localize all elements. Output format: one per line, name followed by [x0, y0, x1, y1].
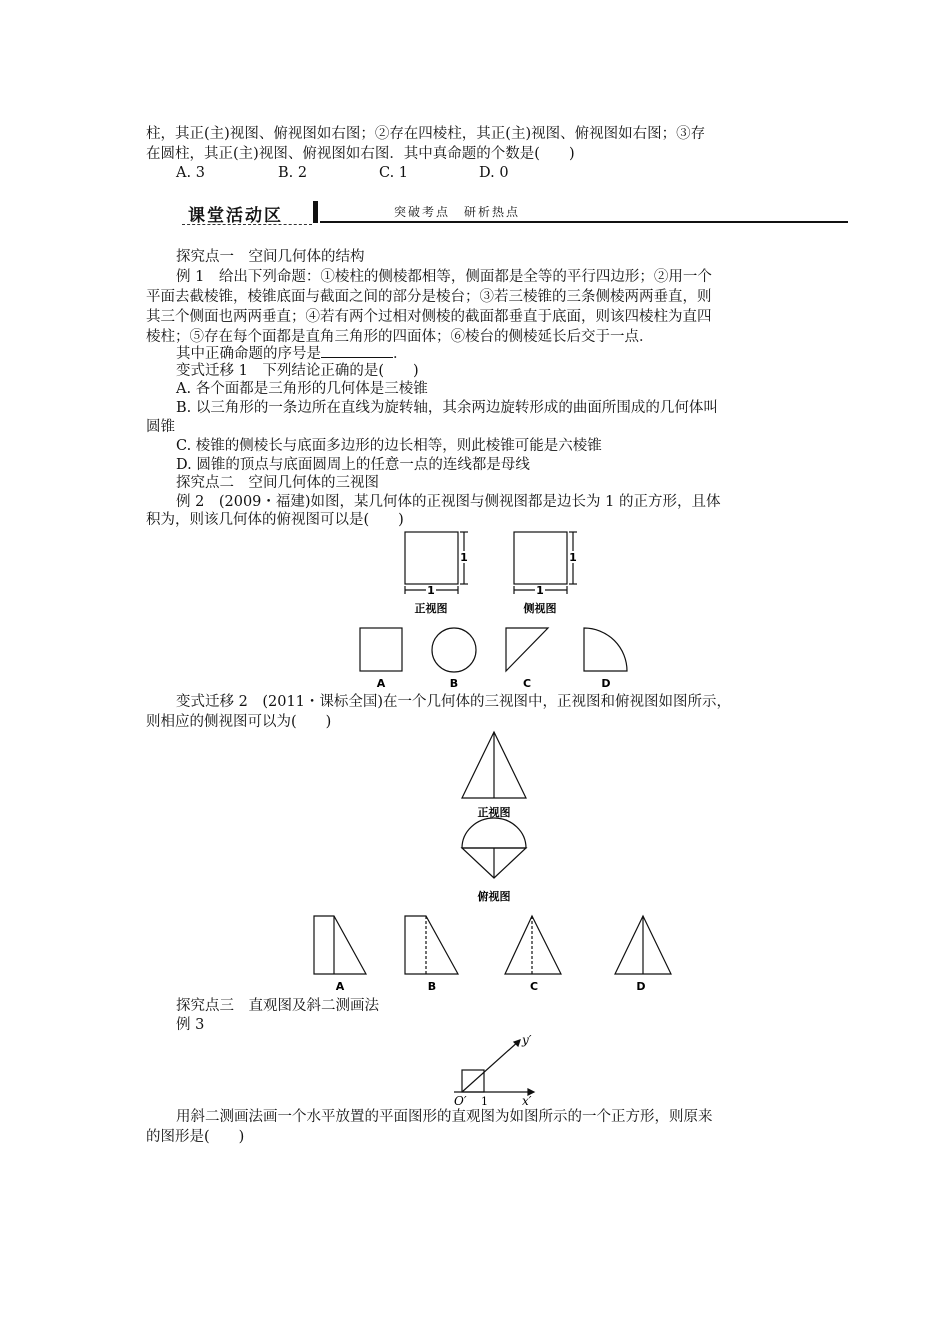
ex1-line-4: 棱柱；⑤存在每个面都是直角三角形的四面体；⑥棱台的侧棱延长后交于一点． — [146, 329, 654, 345]
front-dim-h-label: 1 — [427, 584, 435, 597]
ex1-line-1: 例 1 给出下列命题：①棱柱的侧棱都相等，侧面都是全等的平行四边形；②用一个 — [176, 269, 712, 285]
section-subtitle: 突破考点 研析热点 — [394, 205, 521, 219]
front-view-square — [405, 532, 458, 584]
var1-b-2: 圆锥 — [146, 419, 175, 435]
choice-d: D. 0 — [479, 165, 509, 181]
var2-line-2: 则相应的侧视图可以为( ) — [146, 714, 332, 730]
var2-line-1: 变式迁移 2 (2011・课标全国)在一个几何体的三视图中，正视图和俯视图如图所示， — [176, 694, 732, 710]
ex3-oblique-figure — [448, 1030, 548, 1106]
side-view-square — [514, 532, 567, 584]
intro-line-1: 柱，其正(主)视图、俯视图如右图；②存在四棱柱，其正(主)视图、俯视图如右图；③存 — [146, 126, 706, 142]
ex1-line-2: 平面去截棱锥，棱锥底面与截面之间的部分是棱台；③若三棱锥的三条侧棱两两垂直，则 — [146, 289, 712, 305]
var2-option-c-label: C — [529, 980, 539, 993]
x-axis-label: x′ — [522, 1094, 532, 1108]
y-axis — [462, 1040, 520, 1092]
option-c-label: C — [522, 677, 532, 690]
answer-blank[interactable] — [321, 343, 393, 358]
var2-option-d-label: D — [636, 980, 646, 993]
side-view-label: 侧视图 — [523, 602, 557, 615]
intro-choices — [176, 163, 509, 183]
intro-line-2: 在圆柱，其正(主)视图、俯视图如右图．其中真命题的个数是( ) — [146, 146, 575, 162]
choice-b: B. 2 — [278, 165, 308, 181]
choice-a: A. 3 — [176, 165, 205, 181]
option-a-shape[interactable] — [314, 916, 366, 974]
var2-option-a-label: A — [335, 980, 345, 993]
choice-c: C. 1 — [379, 165, 409, 181]
front-view-label: 正视图 — [414, 602, 448, 615]
option-b-circle[interactable] — [432, 628, 476, 672]
option-d-quarter-circle[interactable] — [584, 628, 627, 671]
heading-1: 探究点一 空间几何体的结构 — [176, 249, 365, 265]
ex2-line-2: 积为，则该几何体的俯视图可以是( ) — [146, 512, 404, 528]
ex2-views-figure — [400, 528, 600, 618]
answer-suffix: ． — [393, 346, 408, 362]
var2-views-figure — [456, 728, 536, 904]
ex3-line-2: 的图形是( ) — [146, 1129, 245, 1145]
var2-front-label: 正视图 — [477, 806, 511, 819]
ex1-line-3: 其三个侧面也两两垂直；④若有两个过相对侧棱的截面都垂直于底面，则该四棱柱为直四 — [146, 309, 712, 325]
option-a-square[interactable] — [360, 628, 402, 671]
ex3-label: 例 3 — [176, 1017, 205, 1033]
unit-label: 1 — [481, 1095, 488, 1108]
option-d-shape[interactable] — [615, 916, 671, 974]
var1-a: A. 各个面都是三角形的几何体是三棱锥 — [176, 381, 428, 397]
origin-label: O′ — [454, 1094, 467, 1108]
var2-option-b-label: B — [427, 980, 437, 993]
var2-options-figure — [308, 910, 668, 992]
option-b-label: B — [449, 677, 459, 690]
section-title: 课堂活动区 — [188, 206, 283, 226]
var2-top-label: 俯视图 — [477, 890, 511, 903]
front-dim-v-label: 1 — [460, 551, 468, 564]
header-rule — [320, 221, 848, 223]
top-view-semicircle — [462, 818, 526, 848]
var1-b-1: B. 以三角形的一条边所在直线为旋转轴，其余两边旋转形成的曲面所围成的几何体叫 — [176, 400, 718, 416]
var1-question: 变式迁移 1 下列结论正确的是( ) — [176, 363, 419, 379]
ex2-options-figure — [356, 625, 636, 693]
option-b-shape[interactable] — [405, 916, 458, 974]
ex2-line-1: 例 2 (2009・福建)如图，某几何体的正视图与侧视图都是边长为 1 的正方形，且体 — [176, 494, 721, 510]
option-c-shape[interactable] — [505, 916, 561, 974]
option-d-label: D — [601, 677, 611, 690]
var1-d: D. 圆锥的顶点与底面圆周上的任意一点的连线都是母线 — [176, 457, 530, 473]
section-header — [180, 197, 848, 231]
heading-3: 探究点三 直观图及斜二测画法 — [176, 998, 379, 1014]
var1-c: C. 棱锥的侧棱长与底面多边形的边长相等，则此棱锥可能是六棱锥 — [176, 438, 602, 454]
side-dim-v-label: 1 — [569, 551, 577, 564]
option-a-label: A — [376, 677, 386, 690]
header-bar — [313, 201, 318, 223]
y-axis-label: y′ — [522, 1033, 532, 1047]
header-dash — [182, 224, 312, 225]
answer-prefix: 其中正确命题的序号是 — [176, 346, 321, 362]
option-c-triangle[interactable] — [506, 628, 548, 671]
ex3-line-1: 用斜二测画法画一个水平放置的平面图形的直观图为如图所示的一个正方形，则原来 — [176, 1109, 713, 1125]
heading-2: 探究点二 空间几何体的三视图 — [176, 475, 379, 491]
side-dim-h-label: 1 — [536, 584, 544, 597]
